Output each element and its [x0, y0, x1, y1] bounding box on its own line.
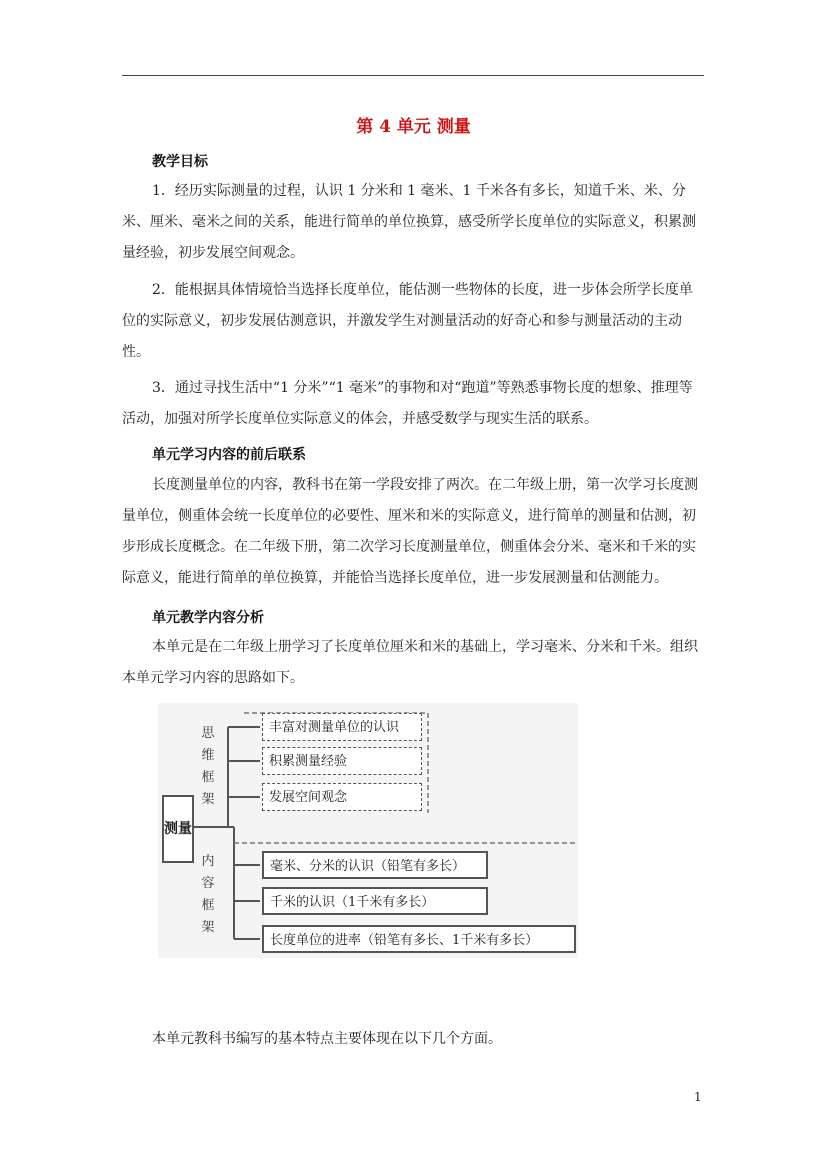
content-item-1: 毫米、分米的认识（铅笔有多长）: [262, 851, 488, 879]
thinking-item-2: 积累测量经验: [262, 747, 422, 775]
diagram-root-measure: [162, 795, 194, 863]
thinking-item-1: 丰富对测量单位的认识: [262, 713, 422, 741]
content-framework-label: 内容框架: [201, 854, 215, 935]
header-rule: [122, 75, 704, 76]
content-item-3: 长度单位的进率（铅笔有多长、1千米有多长）: [262, 925, 576, 953]
page-number: 1: [694, 1090, 702, 1104]
objective-paragraph-1: 1．经历实际测量的过程，认识 1 分米和 1 毫米、1 千米各有多长，知道千米、米、分米、厘米、毫米之间的关系，能进行简单的单位换算，感受所学长度单位的实际意义，积累测量经验，初步发展空间观念。: [122, 183, 696, 261]
objective-paragraph-2: 2．能根据具体情境恰当选择长度单位，能估测一些物体的长度，进一步体会所学长度单位的实际意义，初步发展估测意识，并激发学生对测量活动的好奇心和参与测量活动的主动性。: [122, 282, 693, 360]
thinking-framework-label: 思维框架: [201, 726, 215, 807]
thinking-item-3: 发展空间观念: [262, 783, 422, 811]
section-heading-connections: 单元学习内容的前后联系: [152, 447, 306, 463]
section-heading-analysis: 单元教学内容分析: [152, 610, 264, 626]
diagram-root-label: 测量: [164, 821, 192, 837]
analysis-paragraph: 本单元是在二年级上册学习了长度单位厘米和米的基础上，学习毫米、分米和千米。组织本单元学习内容的思路如下。: [122, 639, 698, 686]
content-structure-diagram: [158, 703, 578, 958]
content-item-2: 千米的认识（1千米有多长）: [262, 887, 488, 915]
section-heading-objectives: 教学目标: [152, 154, 208, 170]
connections-paragraph: 长度测量单位的内容，教科书在第一学段安排了两次。在二年级上册，第一次学习长度测量单位，侧重体会统一长度单位的必要性、厘米和米的实际意义，进行简单的测量和估测，初步形成长度概念。在二年级下册，第二次学习长度测量单位，侧重体会分米、毫米和千米的实际意义，能进行简单的单位换算，并能恰当选择长度单位，进一步发展测量和估测能力。: [122, 477, 698, 586]
closing-sentence: 本单元教科书编写的基本特点主要体现在以下几个方面。: [152, 1031, 502, 1047]
page-title: 第 4 单元 测量: [356, 117, 471, 137]
objective-paragraph-3: 3．通过寻找生活中“1 分米”“1 毫米”的事物和对“跑道”等熟悉事物长度的想象、推理等活动，加强对所学长度单位实际意义的体会，并感受数学与现实生活的联系。: [122, 380, 693, 427]
